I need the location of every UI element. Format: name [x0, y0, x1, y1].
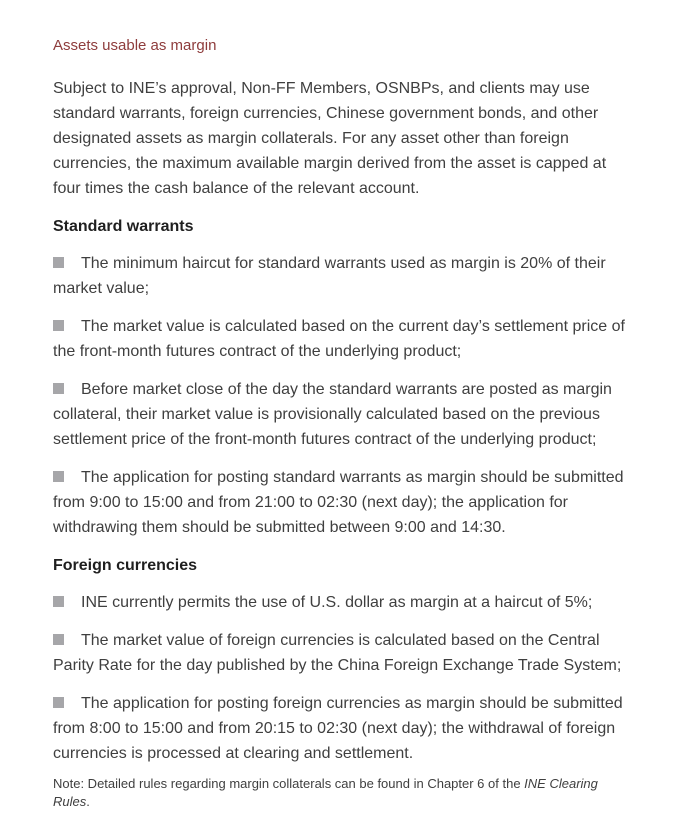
footnote	[53, 775, 637, 811]
bullet-square-icon	[53, 634, 64, 645]
bullet-item	[53, 314, 637, 364]
bullet-item	[53, 628, 637, 678]
bullet-text: The application for posting foreign currencies as margin should be submitted from 8:00 to 15:00 and from 20:15 to 02:30 (next day); the withdrawal of foreign currencies is processed at clearing and settlement.	[53, 695, 623, 762]
bullet-text: The application for posting standard warrants as margin should be submitted from 9:00 to 15:00 and from 21:00 to 02:30 (next day); the application for withdrawing them should be submitted between 9:00 and 14:30.	[53, 469, 624, 536]
bullet-square-icon	[53, 320, 64, 331]
bullet-square-icon	[53, 471, 64, 482]
bullet-item	[53, 590, 637, 615]
bullet-text: INE currently permits the use of U.S. dollar as margin at a haircut of 5%;	[81, 594, 593, 611]
bullet-item	[53, 251, 637, 301]
intro-paragraph: Subject to INE’s approval, Non-FF Members, OSNBPs, and clients may use standard warrants, foreign currencies, Chinese government bonds, and other designated assets as margin collaterals. For any asset other than foreign currencies, the maximum available margin derived from the asset is capped at four times the cash balance of the relevant account.	[53, 80, 607, 197]
bullet-text: Before market close of the day the standard warrants are posted as margin collateral, their market value is provisionally calculated based on the previous settlement price of the front-month futures contract of the underlying product;	[53, 381, 612, 448]
footnote-period: .	[86, 794, 90, 809]
bullet-text: The minimum haircut for standard warrants used as margin is 20% of their market value;	[53, 255, 606, 297]
section-title-standard-warrants: Standard warrants	[53, 218, 194, 235]
bullet-square-icon	[53, 697, 64, 708]
bullet-square-icon	[53, 383, 64, 394]
bullet-item	[53, 691, 637, 766]
bullet-text: The market value of foreign currencies is calculated based on the Central Parity Rate for the day published by the China Foreign Exchange Trade System;	[53, 632, 622, 674]
bullet-item	[53, 377, 637, 452]
page-title: Assets usable as margin	[53, 37, 217, 54]
footnote-text: Note: Detailed rules regarding margin collaterals can be found in Chapter 6 of the	[53, 776, 525, 791]
bullet-text: The market value is calculated based on the current day’s settlement price of the front-month futures contract of the underlying product;	[53, 318, 625, 360]
section-title-foreign-currencies: Foreign currencies	[53, 557, 198, 574]
bullet-square-icon	[53, 596, 64, 607]
bullet-square-icon	[53, 257, 64, 268]
footnote-italic-title: INE Clearing Rules	[53, 776, 598, 809]
bullet-item	[53, 465, 637, 540]
